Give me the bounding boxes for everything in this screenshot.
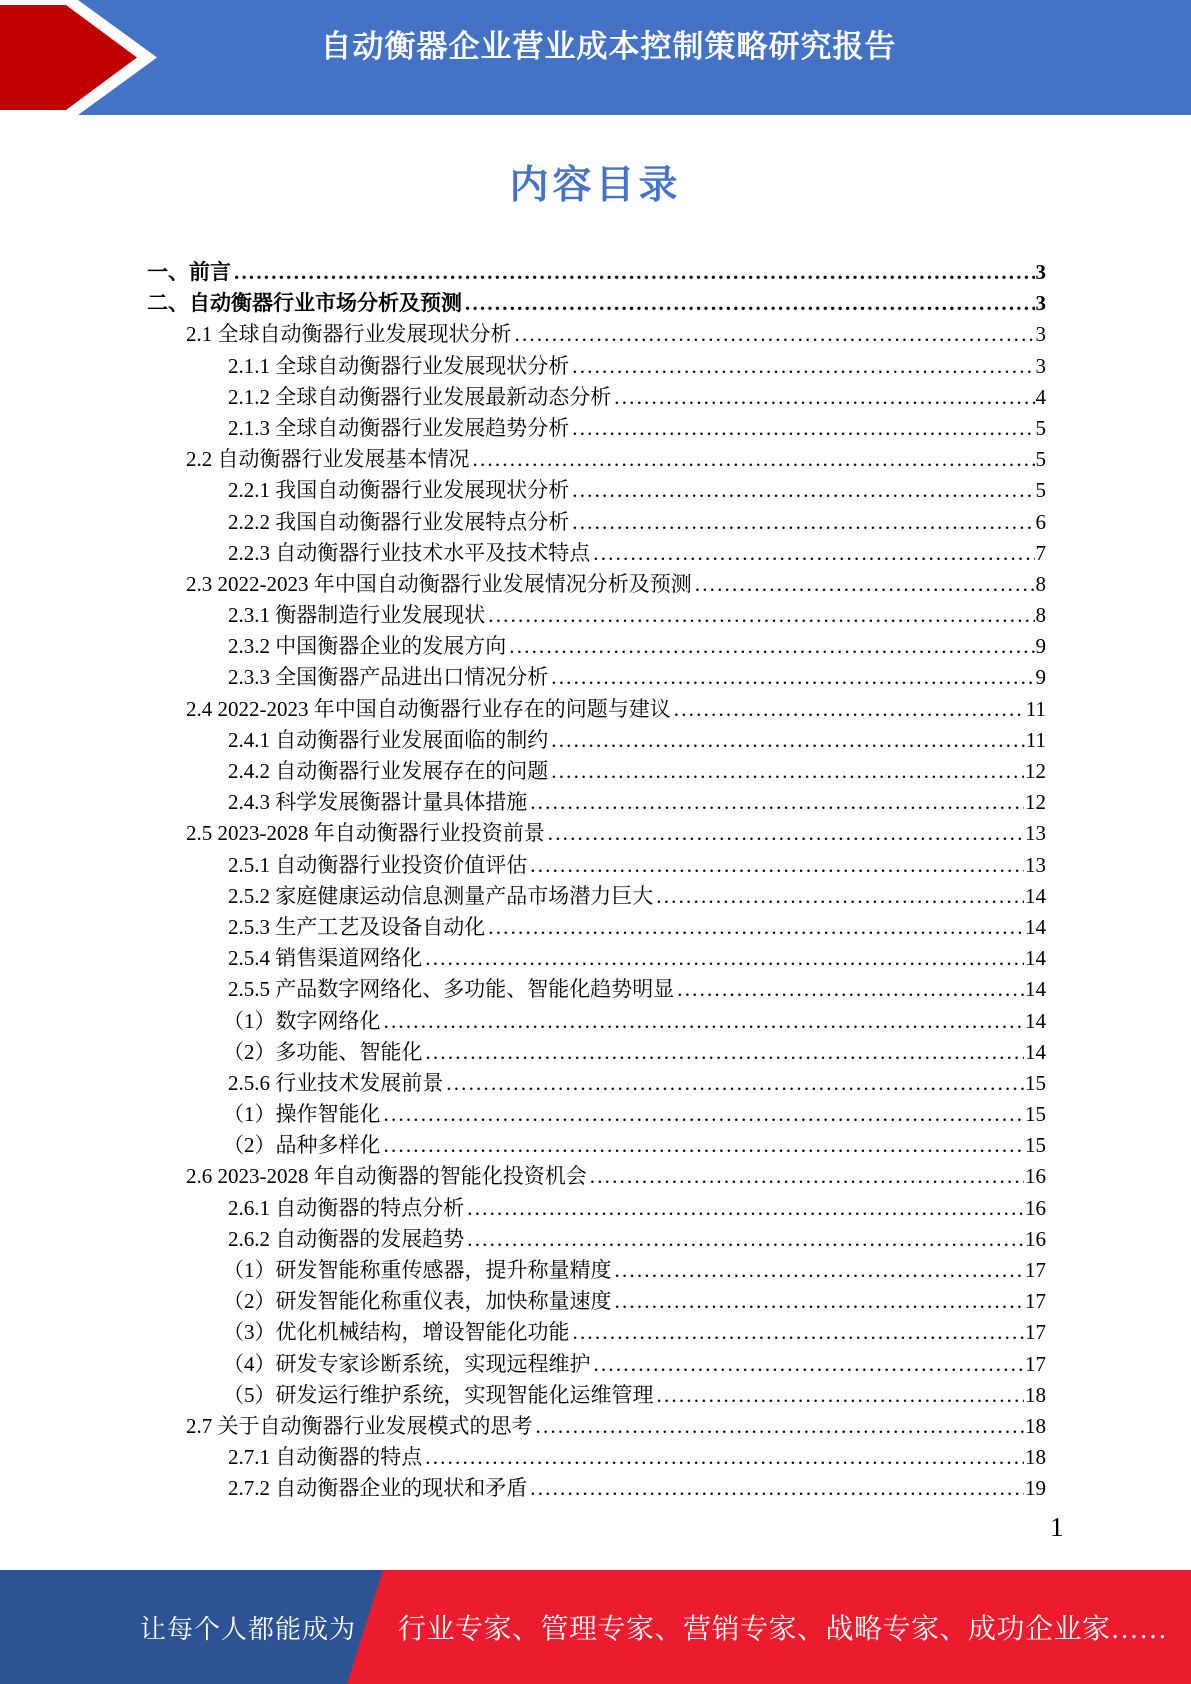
toc-entry [147, 1348, 1046, 1379]
toc-entry-label: 2.5.4 销售渠道网络化 [228, 946, 423, 971]
toc-entry [147, 693, 1046, 724]
toc-dot-leader [467, 1227, 1024, 1252]
toc-entry-label: 2.7.1 自动衡器的特点 [228, 1445, 423, 1470]
toc-entry [147, 568, 1046, 599]
toc-page-number: 15 [1025, 1070, 1046, 1095]
toc-list [147, 256, 1046, 1504]
toc-entry-label: 2.6.1 自动衡器的特点分析 [228, 1195, 465, 1220]
toc-page-number: 13 [1025, 852, 1046, 877]
toc-entry [147, 1254, 1046, 1285]
toc-dot-leader [615, 1258, 1025, 1283]
toc-entry [147, 256, 1046, 287]
toc-heading: 内容目录 [509, 164, 682, 207]
toc-dot-leader [572, 510, 1034, 535]
toc-entry [147, 318, 1046, 349]
toc-page-number: 17 [1025, 1351, 1046, 1376]
toc-entry [147, 350, 1046, 381]
toc-entry [147, 1285, 1046, 1316]
toc-entry-label: （5）研发运行维护系统，实现智能化运维管理 [223, 1382, 654, 1407]
toc-entry [147, 381, 1046, 412]
toc-entry [147, 849, 1046, 880]
toc-entry [147, 537, 1046, 568]
toc-entry [147, 755, 1046, 786]
toc-dot-leader [695, 572, 1035, 597]
toc-dot-leader [515, 322, 1035, 347]
toc-dot-leader [572, 354, 1034, 379]
toc-entry [147, 724, 1046, 755]
toc-entry [147, 1410, 1046, 1441]
toc-entry-label: 2.4.3 科学发展衡器计量具体措施 [228, 790, 528, 815]
toc-page-number: 17 [1025, 1258, 1046, 1282]
toc-page-number: 5 [1035, 478, 1046, 503]
toc-dot-leader [551, 728, 1025, 753]
toc-entry [147, 1036, 1046, 1067]
toc-entry [147, 973, 1046, 1004]
toc-entry-label: 2.2.3 自动衡器行业技术水平及技术特点 [228, 540, 591, 565]
toc-entry [147, 911, 1046, 942]
toc-entry-label: 2.2.1 我国自动衡器行业发展现状分析 [228, 478, 570, 503]
toc-dot-leader [384, 1133, 1025, 1158]
toc-page-number: 16 [1025, 1164, 1046, 1189]
toc-dot-leader [426, 1040, 1025, 1065]
toc-page-number: 13 [1025, 821, 1046, 846]
toc-dot-leader [536, 1414, 1025, 1439]
toc-entry-label: 2.3.1 衡器制造行业发展现状 [228, 603, 486, 628]
toc-page-number: 8 [1035, 571, 1046, 596]
toc-page-number: 3 [1035, 291, 1046, 316]
toc-entry [147, 942, 1046, 973]
toc-page-number: 12 [1025, 790, 1046, 815]
toc-entry-label: 2.4.1 自动衡器行业发展面临的制约 [228, 727, 549, 752]
toc-entry-label: 2.1.1 全球自动衡器行业发展现状分析 [228, 353, 570, 378]
toc-entry-label: 2.5.5 产品数字网络化、多功能、智能化趋势明显 [228, 977, 675, 1002]
toc-entry [147, 412, 1046, 443]
toc-page-number: 14 [1025, 977, 1046, 1002]
toc-page-number: 8 [1035, 603, 1046, 628]
toc-dot-leader [551, 665, 1034, 690]
toc-entry [147, 1160, 1046, 1191]
toc-page-number: 4 [1035, 384, 1046, 409]
header-banner [0, 0, 1191, 115]
toc-page-number: 18 [1025, 1445, 1046, 1470]
toc-entry-label: 2.4 2022-2023 年中国自动衡器行业存在的问题与建议 [186, 696, 671, 721]
toc-dot-leader [425, 1445, 1024, 1470]
toc-page-number: 3 [1035, 353, 1046, 378]
toc-entry-label: （2）研发智能化称重仪表，加快称量速度 [223, 1289, 612, 1314]
toc-entry-label: 2.2 自动衡器行业发展基本情况 [186, 447, 470, 472]
toc-entry-label: 一、前言 [147, 260, 231, 284]
toc-entry-label: 2.3.3 全国衡器产品进出口情况分析 [228, 665, 549, 690]
toc-dot-leader [465, 291, 1035, 316]
toc-dot-leader [530, 1476, 1024, 1501]
toc-page-number: 7 [1035, 540, 1046, 565]
toc-entry-label: 2.7 关于自动衡器行业发展模式的思考 [186, 1413, 533, 1438]
toc-entry-label: 2.5.2 家庭健康运动信息测量产品市场潜力巨大 [228, 883, 654, 908]
toc-entry-label: 2.1.2 全球自动衡器行业发展最新动态分析 [228, 384, 612, 409]
toc-entry-label: 2.3 2022-2023 年中国自动衡器行业发展情况分析及预测 [186, 571, 692, 596]
toc-dot-leader [615, 1289, 1025, 1314]
toc-dot-leader [614, 385, 1034, 410]
toc-dot-leader [594, 1352, 1025, 1377]
toc-entry-label: （4）研发专家诊断系统，实现远程维护 [223, 1351, 591, 1376]
toc-entry-label: （1）操作智能化 [223, 1102, 381, 1127]
toc-entry [147, 1005, 1046, 1036]
toc-entry-label: 2.5.1 自动衡器行业投资价值评估 [228, 852, 528, 877]
toc-entry-label: 2.1 全球自动衡器行业发展现状分析 [186, 322, 512, 347]
toc-dot-leader [384, 1009, 1025, 1034]
toc-entry [147, 1379, 1046, 1410]
toc-page-number: 5 [1035, 447, 1046, 472]
toc-entry-label: 2.3.2 中国衡器企业的发展方向 [228, 634, 507, 659]
report-title: 自动衡器企业营业成本控制策略研究报告 [320, 29, 897, 64]
toc-entry-label: （2）多功能、智能化 [223, 1039, 423, 1064]
toc-page-number: 19 [1025, 1476, 1046, 1501]
toc-dot-leader [572, 416, 1034, 441]
toc-page-number: 16 [1025, 1226, 1046, 1251]
toc-entry-label: （1）数字网络化 [223, 1008, 381, 1033]
toc-page-number: 9 [1035, 665, 1046, 690]
toc-page-number: 14 [1025, 946, 1046, 971]
toc-entry-label: 2.7.2 自动衡器企业的现状和矛盾 [228, 1476, 528, 1501]
page-number: 1 [1050, 1512, 1064, 1542]
toc-dot-leader [530, 853, 1024, 878]
toc-dot-leader [593, 541, 1034, 566]
toc-entry-label: 2.1.3 全球自动衡器行业发展趋势分析 [228, 415, 570, 440]
toc-page-number: 17 [1025, 1320, 1046, 1345]
toc-entry [147, 506, 1046, 537]
toc-page-number: 5 [1035, 415, 1046, 440]
toc-entry [147, 786, 1046, 817]
toc-dot-leader [572, 478, 1034, 503]
toc-page-number: 14 [1025, 914, 1046, 939]
toc-dot-leader [488, 915, 1024, 940]
toc-page-number: 9 [1035, 634, 1046, 659]
toc-entry [147, 443, 1046, 474]
toc-dot-leader [234, 260, 1035, 285]
toc-entry [147, 1192, 1046, 1223]
toc-entry-label: 2.6.2 自动衡器的发展趋势 [228, 1226, 465, 1251]
toc-page-number: 3 [1035, 260, 1046, 284]
toc-dot-leader [573, 1320, 1025, 1345]
toc-entry-label: 2.4.2 自动衡器行业发展存在的问题 [228, 759, 549, 783]
toc-page-number: 3 [1035, 322, 1046, 347]
toc-entry [147, 880, 1046, 911]
toc-entry [147, 599, 1046, 630]
toc-dot-leader [384, 1102, 1025, 1127]
toc-dot-leader [467, 1196, 1024, 1221]
toc-entry-label: 2.5.6 行业技术发展前景 [228, 1070, 444, 1095]
toc-dot-leader [590, 1164, 1024, 1189]
footer-banner [0, 1570, 1191, 1684]
toc-page-number: 18 [1025, 1413, 1046, 1438]
toc-entry-label: （2）品种多样化 [223, 1133, 381, 1158]
toc-entry-label: 2.5 2023-2028 年自动衡器行业投资前景 [186, 821, 545, 846]
toc-entry [147, 1223, 1046, 1254]
toc-entry-label: 2.5.3 生产工艺及设备自动化 [228, 914, 486, 939]
toc-entry [147, 287, 1046, 318]
toc-page-number: 18 [1025, 1382, 1046, 1407]
toc-entry-label: 二、自动衡器行业市场分析及预测 [147, 291, 462, 316]
toc-page-number: 14 [1025, 883, 1046, 908]
toc-page-number: 6 [1035, 509, 1046, 534]
toc-page-number: 15 [1025, 1102, 1046, 1127]
toc-entry [147, 1098, 1046, 1129]
toc-dot-leader [473, 447, 1035, 472]
toc-entry [147, 817, 1046, 848]
toc-entry [147, 1129, 1046, 1160]
toc-page-number: 15 [1025, 1133, 1046, 1158]
toc-dot-leader [446, 1071, 1024, 1096]
toc-dot-leader [488, 603, 1034, 628]
toc-entry [147, 1316, 1046, 1347]
footer-left-slogan: 让每个人都能成为 [140, 1614, 357, 1644]
toc-dot-leader [677, 977, 1024, 1002]
toc-dot-leader [656, 884, 1024, 909]
toc-dot-leader [509, 634, 1034, 659]
toc-entry-label: 2.2.2 我国自动衡器行业发展特点分析 [228, 509, 570, 534]
toc-entry [147, 661, 1046, 692]
toc-entry [147, 474, 1046, 505]
toc-dot-leader [551, 759, 1024, 784]
toc-dot-leader [425, 946, 1024, 971]
toc-dot-leader [530, 790, 1024, 815]
toc-page-number: 17 [1025, 1289, 1046, 1314]
toc-page-number: 11 [1025, 727, 1046, 752]
toc-dot-leader [674, 697, 1025, 722]
toc-entry [147, 1067, 1046, 1098]
toc-dot-leader [548, 821, 1024, 846]
toc-entry [147, 1472, 1046, 1503]
toc-entry [147, 630, 1046, 661]
toc-entry-label: 2.6 2023-2028 年自动衡器的智能化投资机会 [186, 1164, 587, 1189]
footer-right-slogan: 行业专家、管理专家、营销专家、战略专家、成功企业家…… [398, 1614, 1168, 1645]
toc-dot-leader [657, 1383, 1025, 1408]
toc-page-number: 16 [1025, 1195, 1046, 1220]
toc-page-number: 11 [1025, 696, 1046, 721]
toc-entry [147, 1441, 1046, 1472]
toc-page-number: 14 [1025, 1008, 1046, 1033]
toc-entry-label: （3）优化机械结构，增设智能化功能 [223, 1320, 570, 1345]
toc-page-number: 12 [1025, 759, 1046, 783]
toc-entry-label: （1）研发智能称重传感器，提升称量精度 [223, 1258, 612, 1282]
toc-page-number: 14 [1025, 1039, 1046, 1064]
